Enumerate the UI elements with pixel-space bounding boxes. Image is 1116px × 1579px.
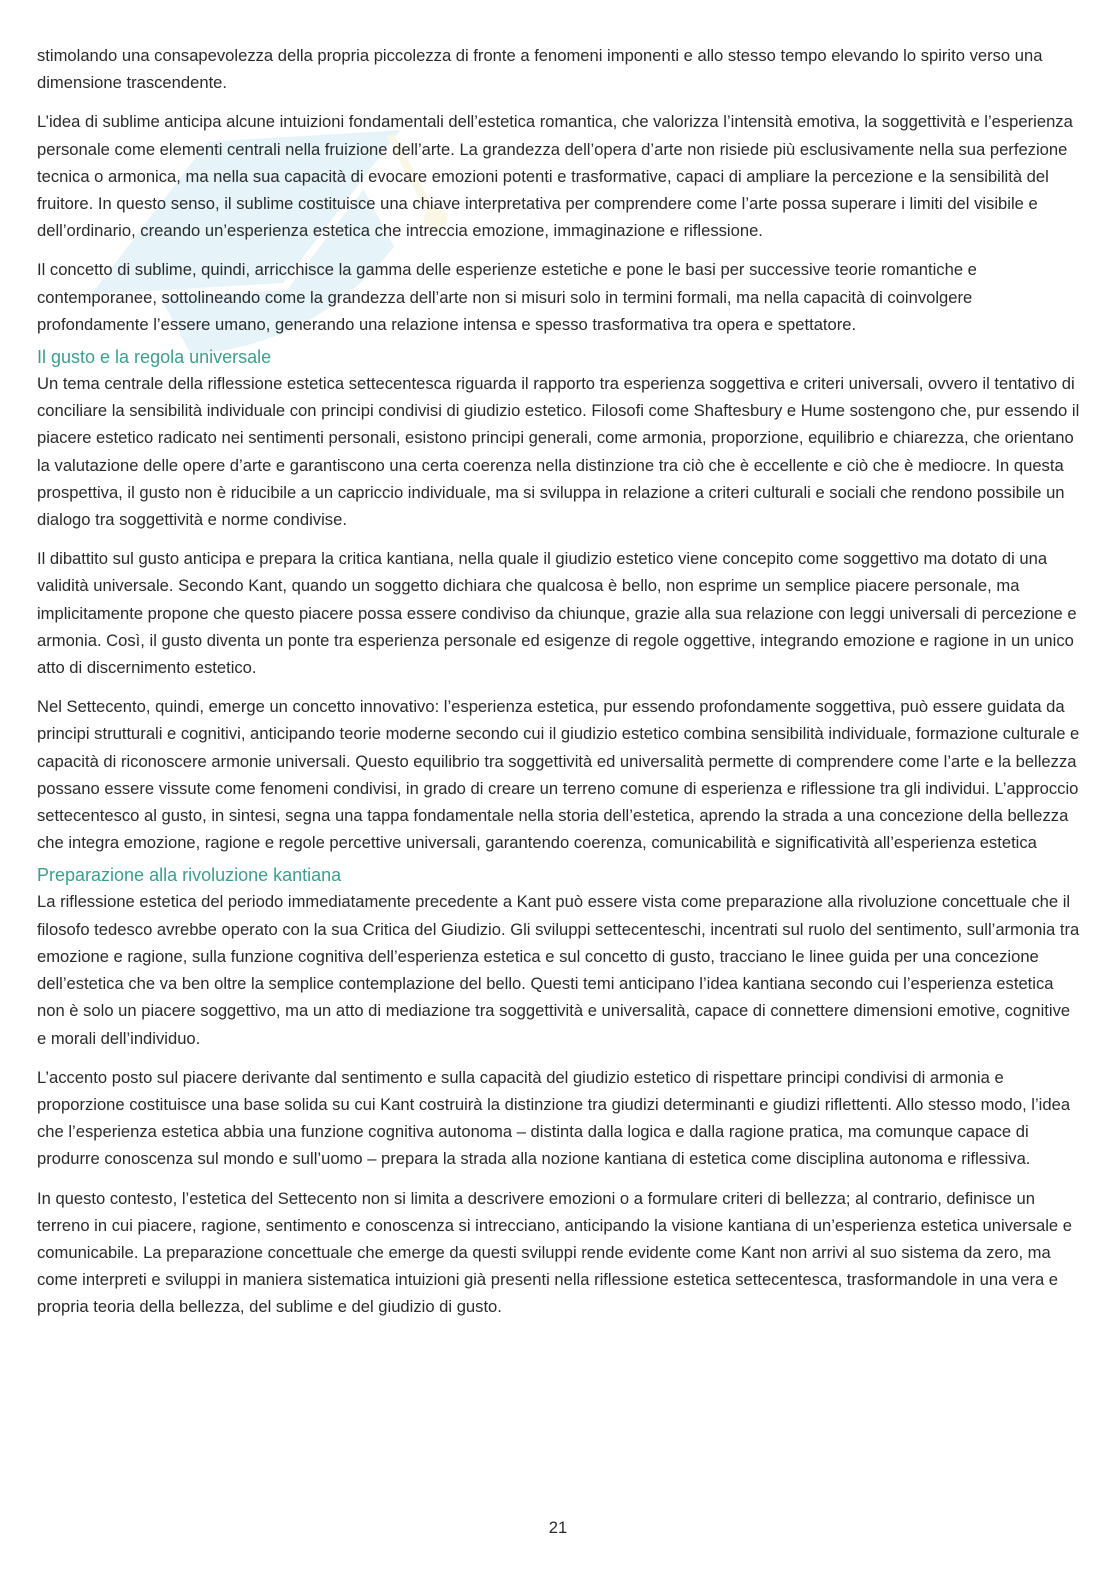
- paragraph: La riflessione estetica del periodo immediatamente precedente a Kant può essere vista come preparazione alla rivoluzione concettuale che il filosofo tedesco avrebbe operato con la sua Critica del Giudizio. Gli sviluppi settecenteschi, incentrati sul ruolo del sentimento, sull’armonia tra emozione e ragione, sulla funzione cognitiva dell’esperienza estetica e sul concetto di gusto, tracciano le linee guida per una concezione dell’estetica che va ben oltre la semplice contemplazione del bello. Questi temi anticipano l’idea kantiana secondo cui l’esperienza estetica non è solo un piacere soggettivo, ma un atto di mediazione tra soggettività e universalità, capace di connettere dimensioni emotive, cognitive e morali dell’individuo.: [37, 892, 1080, 1048]
- section-heading: Preparazione alla rivoluzione kantiana: [37, 865, 342, 886]
- paragraph: In questo contesto, l’estetica del Settecento non si limita a descrivere emozioni o a formulare criteri di bellezza; al contrario, definisce un terreno in cui piacere, ragione, sentimento e conoscenza si intrecciano, anticipando la visione kantiana di un’esperienza estetica universale e comunicabile. La preparazione concettuale che emerge da questi sviluppi rende evidente come Kant non arrivi al suo sistema da zero, ma come interpreti e sviluppi in maniera sistematica intuizioni già presenti nella riflessione estetica settecentesca, trasformandole in una vera e propria teoria della bellezza, del sublime e del giudizio di gusto.: [37, 1188, 1072, 1317]
- paragraph: Il concetto di sublime, quindi, arricchisce la gamma delle esperienze estetiche e pone le basi per successive teorie romantiche e contemporanee, sottolineando come la grandezza dell’arte non si misuri solo in termini formali, ma nella capacità di coinvolgere profondamente l’essere umano, generando una relazione intensa e spesso trasformativa tra opera e spettatore.: [37, 260, 977, 334]
- document-body: [37, 42, 1083, 1333]
- paragraph: L’idea di sublime anticipa alcune intuizioni fondamentali dell’estetica romantica, che valorizza l’intensità emotiva, la soggettività e l’esperienza personale come elementi centrali nella fruizione dell’arte. La grandezza dell’opera d’arte non risiede più esclusivamente nella sua perfezione tecnica o armonica, ma nella sua capacità di evocare emozioni potenti e trasformative, capaci di ampliare la percezione e la sensibilità del fruitore. In questo senso, il sublime costituisce una chiave interpretativa per comprendere come l’arte possa superare i limiti del visibile e dell’ordinario, creando un’esperienza estetica che intreccia emozione, immaginazione e riflessione.: [37, 112, 1073, 241]
- paragraph: Nel Settecento, quindi, emerge un concetto innovativo: l’esperienza estetica, pur essendo profondamente soggettiva, può essere guidata da principi strutturali e cognitivi, anticipando teorie moderne secondo cui il giudizio estetico combina sensibilità individuale, formazione culturale e capacità di riconoscere armonie universali. Questo equilibrio tra soggettività ed universalità permette di comprendere come l’arte e la bellezza possano essere vissute come fenomeni condivisi, in grado di creare un terreno comune di esperienza e riflessione tra gli individui. L’approccio settecentesco al gusto, in sintesi, segna una tappa fondamentale nella storia dell’estetica, aprendo la strada a una concezione della bellezza che integra emozione, ragione e regole percettive universali, garantendo coerenza, comunicabilità e significatività all’esperienza estetica: [37, 697, 1080, 853]
- section-heading: Il gusto e la regola universale: [37, 347, 272, 368]
- paragraph: Un tema centrale della riflessione estetica settecentesca riguarda il rapporto tra esperienza soggettiva e criteri universali, ovvero il tentativo di conciliare la sensibilità individuale con principi condivisi di giudizio estetico. Filosofi come Shaftesbury e Hume sostengono che, pur essendo il piacere estetico radicato nei sentimenti personali, esistono principi generali, come armonia, proporzione, equilibrio e chiarezza, che orientano la valutazione delle opere d’arte e garantiscono una certa coerenza nella distinzione tra ciò che è eccellente e ciò che è mediocre. In questa prospettiva, il gusto non è riducibile a un capriccio individuale, ma si sviluppa in relazione a criteri culturali e sociali che rendono possibile un dialogo tra soggettività e norme condivise.: [37, 374, 1080, 530]
- page-number: 21: [548, 1518, 568, 1537]
- paragraph: Il dibattito sul gusto anticipa e prepara la critica kantiana, nella quale il giudizio estetico viene concepito come soggettivo ma dotato di una validità universale. Secondo Kant, quando un soggetto dichiara che qualcosa è bello, non esprime un semplice piacere personale, ma implicitamente propone che questo piacere possa essere condiviso da chiunque, grazie alla sua relazione con leggi universali di percezione e armonia. Così, il gusto diventa un ponte tra esperienza personale ed esigenze di regole oggettive, integrando emozione e ragione in un unico atto di discernimento estetico.: [37, 549, 1077, 678]
- paragraph: stimolando una consapevolezza della propria piccolezza di fronte a fenomeni imponenti e allo stesso tempo elevando lo spirito verso una dimensione trascendente.: [37, 46, 1043, 93]
- paragraph: L’accento posto sul piacere derivante dal sentimento e sulla capacità del giudizio estetico di rispettare principi condivisi di armonia e proporzione costituisce una base solida su cui Kant costruirà la distinzione tra giudizi determinanti e giudizi riflettenti. Allo stesso modo, l’idea che l’esperienza estetica abbia una funzione cognitiva autonoma – distinta dalla logica e dalla ragione pratica, ma comunque capace di produrre conoscenza sul mondo e sull’uomo – prepara la strada alla nozione kantiana di estetica come disciplina autonoma e riflessiva.: [37, 1067, 1071, 1169]
